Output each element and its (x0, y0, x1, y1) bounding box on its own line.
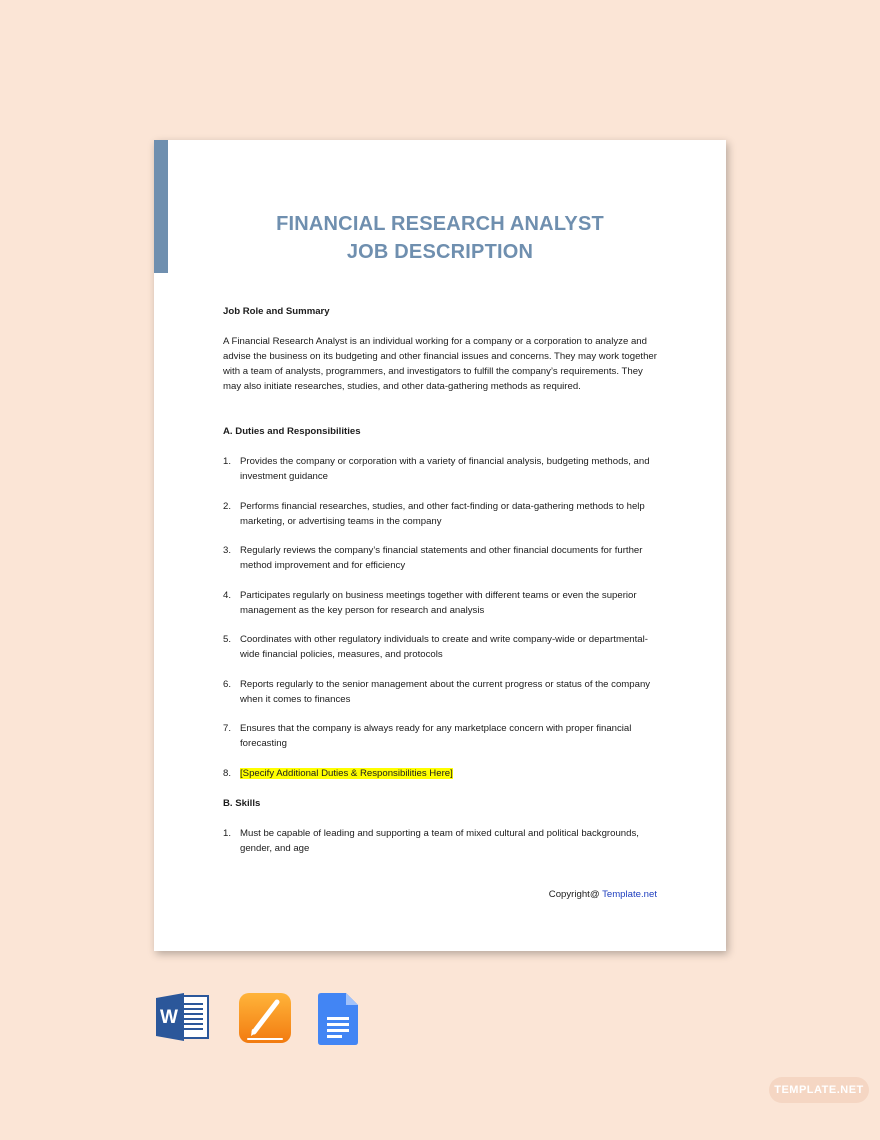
document-body (223, 304, 659, 870)
duty-item (223, 766, 659, 781)
duty-text: Performs financial researches, studies, and other fact-finding or data-gathering methods to help marketing, or advertising teams in the company (240, 500, 645, 527)
duty-item (223, 632, 659, 662)
duties-heading: A. Duties and Responsibilities (223, 426, 361, 437)
duty-number: 6. (223, 678, 232, 690)
summary-text: A Financial Research Analyst is an individual working for a company or a corporation to analyze and advise the business on its budgeting and other financial issues and concerns. They may work together with a team of analysts, programmers, and investigators to fulfill the company’s requirements. They may also initiate researches, studies, and other data-gathering methods as required. (223, 336, 657, 392)
duty-item (223, 677, 659, 707)
word-letter: W (160, 1007, 178, 1028)
duty-text: Coordinates with other regulatory individuals to create and write company-wide or departmental-wide financial policies, measures, and protocols (240, 634, 648, 660)
duty-number: 8. (223, 767, 232, 779)
google-docs-icon[interactable] (318, 993, 358, 1050)
skills-heading: B. Skills (223, 797, 261, 809)
duties-list (223, 454, 659, 781)
duty-item (223, 543, 659, 573)
duty-number: 7. (223, 723, 232, 734)
skill-item (223, 826, 659, 856)
duty-number: 4. (223, 589, 232, 601)
document-page (154, 140, 726, 951)
title-line-1: FINANCIAL RESEARCH ANALYST (276, 213, 604, 235)
duties-section (223, 424, 659, 781)
duty-number: 3. (223, 545, 232, 556)
duty-item (223, 454, 659, 484)
duty-number: 5. (223, 634, 232, 645)
duty-item (223, 721, 659, 751)
word-icon[interactable] (156, 993, 210, 1046)
copyright (549, 889, 657, 900)
duty-item (223, 588, 659, 618)
duty-text: Ensures that the company is always ready for any marketplace concern with proper financial forecasting (240, 723, 632, 749)
document-title (154, 210, 726, 266)
template-net-watermark: TEMPLATE.NET (769, 1077, 869, 1103)
duty-number: 1. (223, 456, 232, 467)
copyright-label: Copyright@ (548, 889, 603, 900)
skill-text: Must be capable of leading and supporting a team of mixed cultural and political backgrounds, gender, and age (240, 827, 639, 854)
duty-text: Provides the company or corporation with a variety of financial analysis, budgeting methods, and investment guidance (240, 456, 650, 482)
skills-list (223, 826, 659, 856)
duty-number: 2. (223, 500, 232, 512)
summary-heading: Job Role and Summary (223, 306, 330, 317)
duty-item (223, 499, 659, 529)
skills-section (223, 796, 659, 856)
title-line-2: JOB DESCRIPTION (346, 241, 534, 263)
duty-text: Regularly reviews the company’s financial statements and other financial documents for further method improvement and for efficiency (240, 545, 643, 571)
skill-number: 1. (223, 827, 232, 839)
duty-text: Reports regularly to the senior management about the current progress or status of the company when it comes to finances (240, 678, 651, 705)
pages-icon[interactable] (239, 993, 291, 1050)
duty-text: Participates regularly on business meetings together with different teams or even the superior management as the key person for research and analysis (240, 589, 637, 616)
placeholder-duty-text[interactable]: [Specify Additional Duties & Responsibilities Here] (240, 767, 453, 779)
copyright-link[interactable]: Template.net (602, 889, 657, 900)
